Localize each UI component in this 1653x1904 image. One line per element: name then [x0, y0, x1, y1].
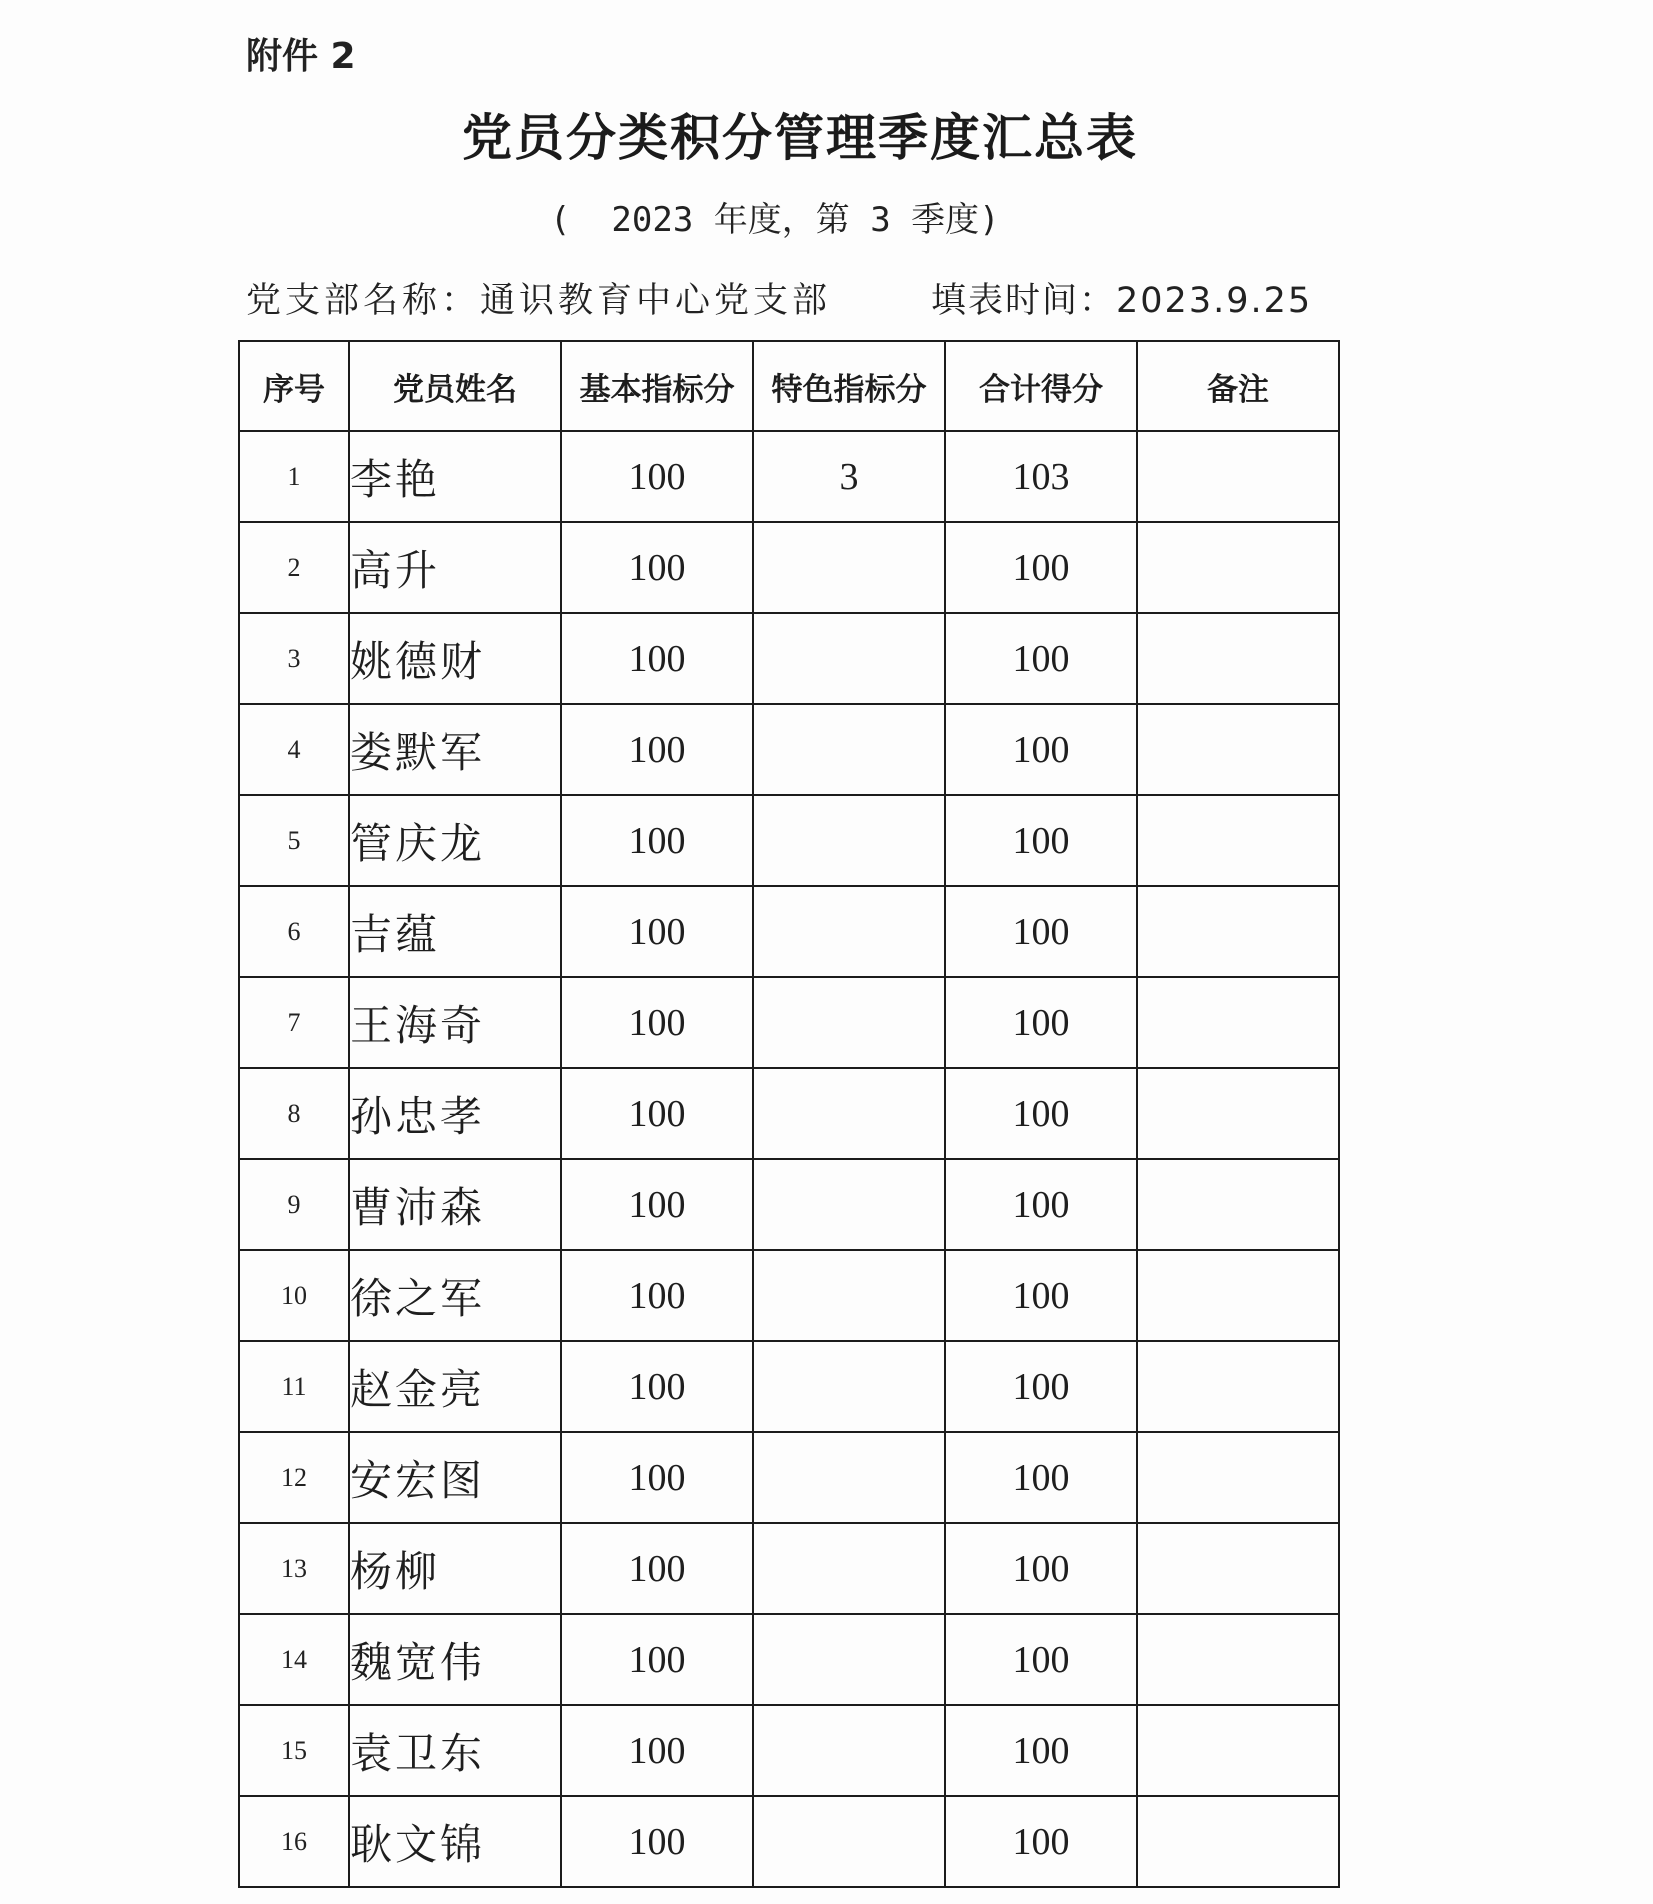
- cell-total-score: 100: [945, 1068, 1137, 1159]
- cell-feature-score: [753, 795, 945, 886]
- cell-base-score: 100: [561, 704, 753, 795]
- cell-index: 2: [239, 522, 349, 613]
- page-title: 党员分类积分管理季度汇总表: [462, 109, 1138, 167]
- cell-note: [1137, 1432, 1339, 1523]
- cell-note: [1137, 431, 1339, 522]
- cell-index: 14: [239, 1614, 349, 1705]
- cell-base-score: 100: [561, 795, 753, 886]
- table-row: [239, 1523, 1339, 1614]
- cell-member-name: 袁卫东: [349, 1705, 561, 1796]
- cell-feature-score: [753, 704, 945, 795]
- cell-index: 11: [239, 1341, 349, 1432]
- cell-index: 3: [239, 613, 349, 704]
- cell-base-score: 100: [561, 1250, 753, 1341]
- cell-total-score: 100: [945, 886, 1137, 977]
- cell-note: [1137, 1068, 1339, 1159]
- table-row: [239, 977, 1339, 1068]
- cell-member-name: 吉蕴: [349, 886, 561, 977]
- header-feature-score: 特色指标分: [753, 341, 945, 431]
- table-row: [239, 1250, 1339, 1341]
- score-table: [238, 340, 1340, 1888]
- cell-total-score: 103: [945, 431, 1137, 522]
- cell-base-score: 100: [561, 1068, 753, 1159]
- branch-name: 党支部名称：通识教育中心党支部: [246, 281, 832, 321]
- cell-total-score: 100: [945, 1705, 1137, 1796]
- cell-index: 10: [239, 1250, 349, 1341]
- cell-base-score: 100: [561, 522, 753, 613]
- table-row: [239, 1432, 1339, 1523]
- attachment-label: 附件 2: [246, 36, 356, 77]
- table-row: [239, 1705, 1339, 1796]
- cell-member-name: 魏宽伟: [349, 1614, 561, 1705]
- cell-member-name: 徐之军: [349, 1250, 561, 1341]
- table-row: [239, 1068, 1339, 1159]
- cell-note: [1137, 1250, 1339, 1341]
- cell-index: 16: [239, 1796, 349, 1887]
- cell-note: [1137, 886, 1339, 977]
- cell-note: [1137, 1796, 1339, 1887]
- cell-feature-score: [753, 1432, 945, 1523]
- cell-base-score: 100: [561, 431, 753, 522]
- period-subtitle: ( 2023 年度，第 3 季度): [550, 200, 1000, 240]
- header-total-score: 合计得分: [945, 341, 1137, 431]
- cell-member-name: 王海奇: [349, 977, 561, 1068]
- cell-note: [1137, 1523, 1339, 1614]
- cell-feature-score: [753, 1068, 945, 1159]
- header-base-score: 基本指标分: [561, 341, 753, 431]
- cell-feature-score: [753, 977, 945, 1068]
- cell-feature-score: [753, 613, 945, 704]
- cell-note: [1137, 1614, 1339, 1705]
- cell-member-name: 管庆龙: [349, 795, 561, 886]
- cell-index: 1: [239, 431, 349, 522]
- cell-base-score: 100: [561, 1159, 753, 1250]
- cell-base-score: 100: [561, 1523, 753, 1614]
- cell-member-name: 曹沛森: [349, 1159, 561, 1250]
- info-line: [246, 273, 1346, 323]
- header-note: 备注: [1137, 341, 1339, 431]
- cell-member-name: 高升: [349, 522, 561, 613]
- cell-index: 5: [239, 795, 349, 886]
- cell-base-score: 100: [561, 1705, 753, 1796]
- table-row: [239, 1796, 1339, 1887]
- table-row: [239, 704, 1339, 795]
- cell-member-name: 娄默军: [349, 704, 561, 795]
- cell-member-name: 安宏图: [349, 1432, 561, 1523]
- header-row: [239, 341, 1339, 431]
- cell-base-score: 100: [561, 1432, 753, 1523]
- cell-note: [1137, 977, 1339, 1068]
- cell-index: 7: [239, 977, 349, 1068]
- table-header: [239, 341, 1339, 431]
- cell-total-score: 100: [945, 1796, 1137, 1887]
- cell-total-score: 100: [945, 977, 1137, 1068]
- table-row: [239, 886, 1339, 977]
- table-row: [239, 1341, 1339, 1432]
- table-row: [239, 522, 1339, 613]
- cell-base-score: 100: [561, 1796, 753, 1887]
- cell-index: 8: [239, 1068, 349, 1159]
- cell-feature-score: [753, 1796, 945, 1887]
- cell-feature-score: [753, 1614, 945, 1705]
- cell-member-name: 姚德财: [349, 613, 561, 704]
- cell-feature-score: [753, 1705, 945, 1796]
- cell-index: 12: [239, 1432, 349, 1523]
- table-body: [239, 431, 1339, 1887]
- cell-total-score: 100: [945, 1523, 1137, 1614]
- cell-total-score: 100: [945, 1432, 1137, 1523]
- cell-base-score: 100: [561, 977, 753, 1068]
- cell-base-score: 100: [561, 886, 753, 977]
- cell-member-name: 赵金亮: [349, 1341, 561, 1432]
- cell-feature-score: [753, 1250, 945, 1341]
- cell-total-score: 100: [945, 1250, 1137, 1341]
- fill-date: 填表时间：2023.9.25: [931, 281, 1313, 321]
- cell-feature-score: [753, 1341, 945, 1432]
- cell-member-name: 李艳: [349, 431, 561, 522]
- header-index: 序号: [239, 341, 349, 431]
- table-row: [239, 1159, 1339, 1250]
- cell-total-score: 100: [945, 795, 1137, 886]
- cell-index: 13: [239, 1523, 349, 1614]
- cell-index: 6: [239, 886, 349, 977]
- table-row: [239, 431, 1339, 522]
- cell-note: [1137, 1705, 1339, 1796]
- cell-feature-score: [753, 1159, 945, 1250]
- cell-member-name: 孙忠孝: [349, 1068, 561, 1159]
- cell-base-score: 100: [561, 1341, 753, 1432]
- cell-note: [1137, 704, 1339, 795]
- cell-total-score: 100: [945, 704, 1137, 795]
- cell-note: [1137, 1341, 1339, 1432]
- cell-total-score: 100: [945, 613, 1137, 704]
- cell-note: [1137, 795, 1339, 886]
- table-row: [239, 795, 1339, 886]
- cell-member-name: 杨柳: [349, 1523, 561, 1614]
- cell-note: [1137, 613, 1339, 704]
- cell-index: 4: [239, 704, 349, 795]
- cell-total-score: 100: [945, 1159, 1137, 1250]
- cell-note: [1137, 522, 1339, 613]
- cell-feature-score: [753, 886, 945, 977]
- cell-index: 15: [239, 1705, 349, 1796]
- cell-index: 9: [239, 1159, 349, 1250]
- cell-member-name: 耿文锦: [349, 1796, 561, 1887]
- table-row: [239, 613, 1339, 704]
- cell-total-score: 100: [945, 522, 1137, 613]
- cell-total-score: 100: [945, 1614, 1137, 1705]
- cell-total-score: 100: [945, 1341, 1137, 1432]
- header-name: 党员姓名: [349, 341, 561, 431]
- cell-feature-score: 3: [753, 431, 945, 522]
- cell-feature-score: [753, 1523, 945, 1614]
- cell-note: [1137, 1159, 1339, 1250]
- table-row: [239, 1614, 1339, 1705]
- cell-feature-score: [753, 522, 945, 613]
- cell-base-score: 100: [561, 1614, 753, 1705]
- cell-base-score: 100: [561, 613, 753, 704]
